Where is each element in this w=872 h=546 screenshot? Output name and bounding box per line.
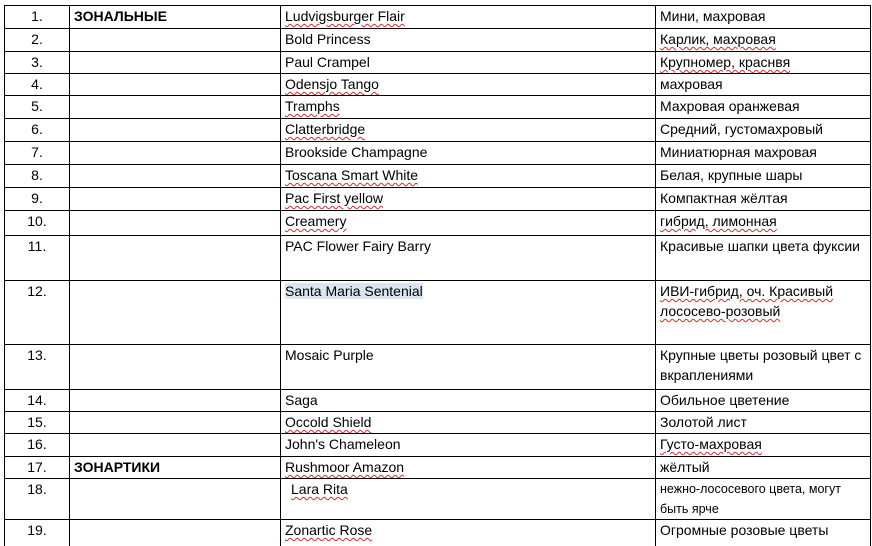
variety-description: Миниатюрная махровая [656,142,871,165]
table-row [5,165,871,188]
variety-name: Zonartic Rose [281,520,656,546]
variety-name: Brookside Champagne [281,142,656,165]
group-label [70,412,281,434]
table-row [5,188,871,211]
variety-description: Белая, крупные шары [656,165,871,188]
variety-name: Rushmoor Amazon [281,457,656,479]
group-label [70,52,281,74]
group-label [70,188,281,211]
table-row [5,434,871,457]
table-row [5,96,871,119]
variety-description: Компактная жёлтая [656,188,871,211]
variety-description: Махровая оранжевая [656,96,871,119]
variety-description: Средний, густомахровый [656,119,871,142]
table-row [5,281,871,345]
variety-description: Красивые шапки цвета фуксии [656,236,871,281]
variety-name: Ludvigsburger Flair [281,6,656,29]
variety-description: Густо-махровая [656,434,871,457]
variety-description: жёлтый [656,457,871,479]
variety-name: Saga [281,390,656,412]
row-number: 12. [5,281,70,345]
variety-name: Lara Rita [281,479,656,520]
variety-description: гибрид, лимонная [656,211,871,236]
variety-description: Крупномер, краснвя [656,52,871,74]
table-row [5,520,871,546]
table-row [5,29,871,52]
variety-description: Обильное цветение [656,390,871,412]
group-label: ЗОНАРТИКИ [70,457,281,479]
variety-name: John's Chameleon [281,434,656,457]
row-number: 4. [5,74,70,96]
group-label [70,142,281,165]
row-number: 14. [5,390,70,412]
row-number: 19. [5,520,70,546]
variety-name: Pac First yellow [281,188,656,211]
variety-name: Paul Crampel [281,52,656,74]
group-label [70,96,281,119]
variety-description: Карлик, махровая [656,29,871,52]
row-number: 9. [5,188,70,211]
variety-description: Золотой лист [656,412,871,434]
variety-description: махровая [656,74,871,96]
row-number: 5. [5,96,70,119]
table-row [5,412,871,434]
variety-name: Bold Princess [281,29,656,52]
group-label [70,119,281,142]
group-label [70,211,281,236]
variety-name: Clatterbridge [281,119,656,142]
variety-description: ИВИ-гибрид, оч. Красивый лососево-розовый [656,281,871,345]
row-number: 11. [5,236,70,281]
row-number: 13. [5,345,70,390]
row-number: 2. [5,29,70,52]
table-row [5,345,871,390]
variety-description: нежно-лососевого цвета, могут быть ярче [656,479,871,520]
table-row [5,479,871,520]
variety-name: PAC Flower Fairy Barry [281,236,656,281]
table-row [5,52,871,74]
table-row [5,119,871,142]
group-label [70,520,281,546]
variety-name: Tramphs [281,96,656,119]
row-number: 3. [5,52,70,74]
variety-description: Огромные розовые цветы [656,520,871,546]
table-row [5,457,871,479]
row-number: 7. [5,142,70,165]
group-label [70,345,281,390]
group-label [70,165,281,188]
variety-name: Mosaic Purple [281,345,656,390]
variety-name: Santa Maria Sentenial [281,281,656,345]
group-label [70,29,281,52]
table-row [5,236,871,281]
row-number: 1. [5,6,70,29]
row-number: 17. [5,457,70,479]
variety-name: Toscana Smart White [281,165,656,188]
group-label [70,390,281,412]
row-number: 6. [5,119,70,142]
group-label [70,479,281,520]
variety-name: Occold Shield [281,412,656,434]
variety-name: Creamery [281,211,656,236]
group-label [70,74,281,96]
variety-description: Крупные цветы розовый цвет с вкраплениями [656,345,871,390]
group-label [70,281,281,345]
group-label [70,236,281,281]
group-label [70,434,281,457]
table-row [5,142,871,165]
variety-description: Мини, махровая [656,6,871,29]
group-label: ЗОНАЛЬНЫЕ [70,6,281,29]
table-row [5,74,871,96]
row-number: 18. [5,479,70,520]
table-row [5,390,871,412]
variety-name: Odensjo Tango [281,74,656,96]
table-row [5,211,871,236]
table-row [5,6,871,29]
cultivar-table [4,5,871,546]
row-number: 16. [5,434,70,457]
row-number: 8. [5,165,70,188]
row-number: 15. [5,412,70,434]
row-number: 10. [5,211,70,236]
